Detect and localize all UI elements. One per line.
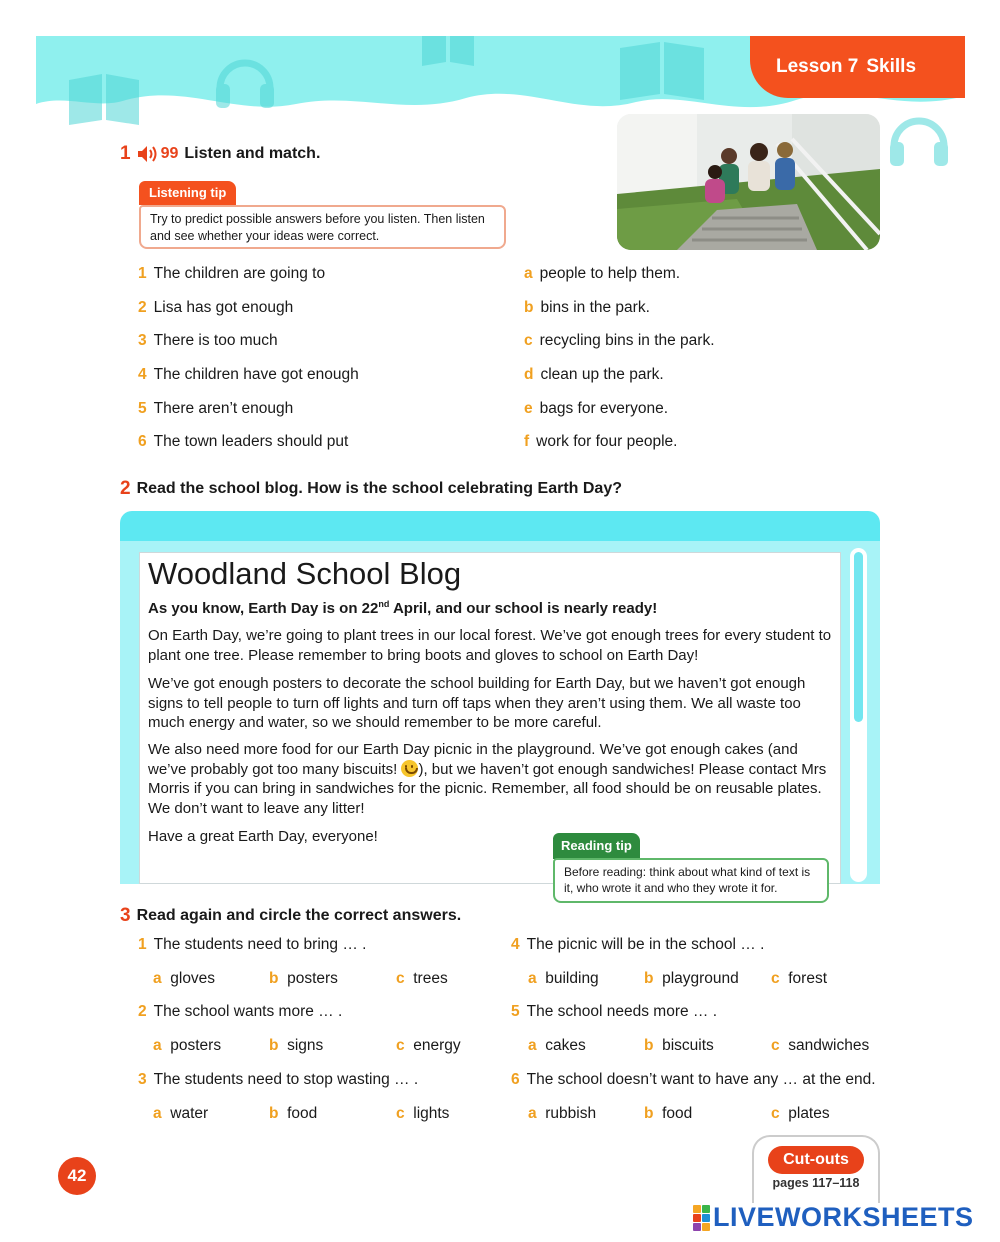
match-right-item: d clean up the park. [524, 366, 664, 383]
cutouts-pages: pages 117–118 [772, 1176, 860, 1190]
match-left-item: 5 There aren’t enough [138, 400, 294, 417]
q2-number: 2 [120, 478, 131, 499]
q3-option[interactable]: c plates [771, 1105, 830, 1122]
match-right-item: b bins in the park. [524, 299, 650, 316]
q3-question: 2 The school wants more … . [138, 1003, 343, 1020]
q3-question: 6 The school doesn’t want to have any … at the end. [511, 1071, 876, 1088]
q3-option[interactable]: a cakes [528, 1037, 586, 1054]
q3-option[interactable]: a posters [153, 1037, 222, 1054]
book-icon-small [420, 36, 476, 66]
q1-instruction: Listen and match. [184, 145, 321, 162]
lesson-tab [750, 36, 965, 98]
blog-paragraph-2: We’ve got enough posters to decorate the school building for Earth Day, but we haven’t got enough signs to tell people to turn off lights and turn off taps when they aren’t using them. We all waste too much energy and water, so we should remember to be more careful. [148, 675, 806, 731]
match-left-item: 2 Lisa has got enough [138, 299, 294, 316]
match-left-item: 4 The children have got enough [138, 366, 359, 383]
q2-title [120, 478, 622, 500]
q3-question: 5 The school needs more … . [511, 1003, 718, 1020]
headphones-icon [212, 50, 278, 112]
q3-option[interactable]: a water [153, 1105, 209, 1122]
cutouts-button[interactable]: Cut-outs [768, 1146, 864, 1174]
q3-option[interactable]: a building [528, 970, 599, 987]
listening-tip-text: Try to predict possible answers before you listen. Then listen and see whether your ideas were correct. [139, 205, 506, 249]
q3-option[interactable]: b posters [269, 970, 338, 987]
match-right-item: f work for four people. [524, 433, 678, 450]
headphones-icon-right [886, 108, 952, 170]
blog-header-bar [120, 511, 880, 541]
liveworksheets-text: LIVEWORKSHEETS [713, 1202, 974, 1232]
q3-option[interactable]: a rubbish [528, 1105, 597, 1122]
section-label: Skills [866, 56, 917, 77]
q3-question: 1 The students need to bring … . [138, 936, 367, 953]
q3-question: 4 The picnic will be in the school … . [511, 936, 765, 953]
q3-title [120, 905, 461, 927]
q3-option[interactable]: b food [644, 1105, 693, 1122]
blog-paragraph-1: On Earth Day, we’re going to plant trees in our local forest. We’ve got enough trees for every student to plant one tree. Please remember to bring boots and gloves to school on Earth Day! [148, 627, 832, 664]
blog-paragraph-4: Have a great Earth Day, everyone! [148, 828, 378, 845]
track-number: 99 [160, 145, 179, 162]
blog-intro: As you know, Earth Day is on 22nd April, and our school is nearly ready! [148, 599, 658, 617]
q3-option[interactable]: b biscuits [644, 1037, 714, 1054]
blog-paragraph-3: We also need more food for our Earth Day picnic in the playground. We’ve got enough cakes (and we’ve probably got too many biscuits! ), but we haven’t got enough sandwiches! Please contact Mrs Morris if you can bring in sandwiches for the picnic. Remember, all food should be on reusable plates. We don’t want to leave any litter! [148, 741, 827, 817]
q1-title [120, 143, 320, 165]
match-left-item: 6 The town leaders should put [138, 433, 349, 450]
liveworksheets-icon [693, 1205, 710, 1231]
q3-option[interactable]: b food [269, 1105, 318, 1122]
q3-option[interactable]: c sandwiches [771, 1037, 870, 1054]
q3-option[interactable]: c trees [396, 970, 448, 987]
liveworksheets-logo [693, 1202, 974, 1233]
audio-button[interactable] [137, 145, 179, 163]
q3-option[interactable]: a gloves [153, 970, 216, 987]
q2-instruction: Read the school blog. How is the school celebrating Earth Day? [136, 480, 622, 497]
page-number: 42 [58, 1157, 96, 1195]
listening-tip-label: Listening tip [139, 181, 236, 205]
match-left-item: 3 There is too much [138, 332, 278, 349]
q3-option[interactable]: b playground [644, 970, 739, 987]
book-icon-right [616, 40, 708, 100]
blog-scrollbar-thumb[interactable] [854, 552, 863, 722]
photo-illustration [617, 114, 880, 250]
smiley-icon [401, 760, 418, 777]
speaker-icon [137, 145, 159, 163]
q3-option[interactable]: b signs [269, 1037, 324, 1054]
match-left-item: 1 The children are going to [138, 265, 326, 282]
match-right-item: c recycling bins in the park. [524, 332, 715, 349]
blog-title: Woodland School Blog [148, 556, 462, 591]
reading-tip-label: Reading tip [553, 833, 640, 859]
match-right-item: a people to help them. [524, 265, 681, 282]
q3-option[interactable]: c energy [396, 1037, 461, 1054]
q3-option[interactable]: c lights [396, 1105, 450, 1122]
q3-question: 3 The students need to stop wasting … . [138, 1071, 419, 1088]
book-icon [64, 70, 144, 125]
q3-option[interactable]: c forest [771, 970, 828, 987]
q3-instruction: Read again and circle the correct answers. [136, 907, 462, 924]
q1-number: 1 [120, 143, 131, 164]
q3-number: 3 [120, 905, 131, 926]
reading-tip-text: Before reading: think about what kind of text is it, who wrote it and who they wrote it for. [553, 858, 829, 903]
lesson-label: Lesson 7 [776, 56, 859, 77]
match-right-item: e bags for everyone. [524, 400, 669, 417]
children-photo [617, 114, 880, 250]
